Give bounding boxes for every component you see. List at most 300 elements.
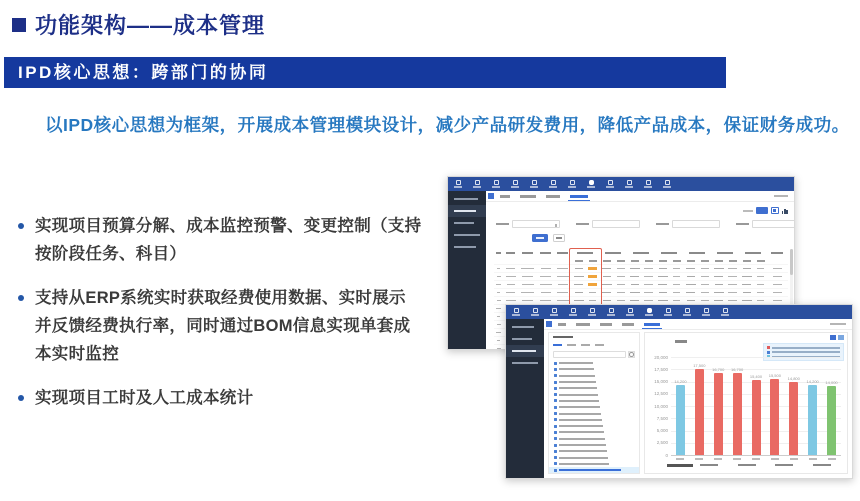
tree-node-icon: [554, 418, 557, 421]
table-cell: [698, 273, 711, 280]
tree-item-label: [559, 450, 607, 452]
cell-value: [602, 268, 611, 270]
project-tree-panel: [548, 332, 640, 474]
x-group-label: [738, 464, 756, 466]
table-cell: [739, 265, 754, 272]
cell-value: [497, 316, 500, 318]
sub-column-header-text: [701, 260, 709, 262]
tree-item-label: [559, 394, 598, 396]
table-cell: [537, 257, 554, 264]
app-nav-icon: [608, 180, 613, 185]
x-group-label: [700, 464, 718, 466]
app-nav-item[interactable]: [531, 308, 539, 316]
table-cell: [494, 329, 503, 336]
app-nav-item[interactable]: [530, 180, 538, 188]
cell-value: [497, 268, 500, 270]
table-cell: [683, 281, 698, 288]
table-cell: [554, 249, 571, 257]
cell-value: [701, 292, 709, 294]
table-cell: [711, 249, 739, 257]
cell-value: [714, 276, 723, 278]
cell-value: [742, 276, 752, 278]
table-cell: [726, 289, 739, 296]
cell-value: [701, 268, 709, 270]
chart-bar: [827, 386, 836, 455]
app-nav-label: [568, 186, 576, 188]
cell-value: [757, 276, 764, 278]
cell-value: [773, 268, 782, 270]
filter-input[interactable]: [592, 220, 640, 228]
chart-type-icon[interactable]: [830, 335, 836, 340]
table-cell: [494, 321, 503, 328]
column-header-text: [540, 252, 550, 254]
chart-panel: [644, 332, 848, 474]
table-cell: [614, 297, 627, 304]
y-tick-label: 0: [665, 452, 668, 458]
cell-value: [686, 284, 696, 286]
table-cell: [494, 257, 503, 264]
table-cell: [754, 289, 767, 296]
cell-value: [658, 300, 668, 302]
table-cell: [670, 265, 683, 272]
filter-input[interactable]: [752, 220, 794, 228]
table-cell: [726, 273, 739, 280]
table-cell: [518, 249, 537, 257]
bar-value-label: 15,400: [749, 373, 763, 379]
cell-value: [588, 267, 597, 269]
cell-value: [658, 276, 668, 278]
cell-value: [617, 292, 625, 294]
table-cell: [711, 289, 726, 296]
table-cell: [726, 265, 739, 272]
cell-value: [575, 292, 583, 294]
app-nav-item[interactable]: [550, 308, 558, 316]
table-cell: [683, 273, 698, 280]
table-cell: [518, 281, 537, 288]
app-sidebar: [448, 191, 486, 349]
table-cell: [494, 305, 503, 312]
bar-value-label: 16,700: [712, 367, 725, 373]
sidebar-item[interactable]: [448, 205, 486, 217]
x-group-label: [813, 464, 831, 466]
filter-label: [736, 223, 749, 226]
search-button[interactable]: [532, 234, 548, 242]
table-cell: [571, 273, 586, 280]
tab-item[interactable]: [520, 195, 536, 198]
app-nav-label: [530, 186, 538, 188]
table-cell: [698, 257, 711, 264]
app-nav-icon: [647, 308, 652, 313]
main-area: [548, 332, 848, 474]
collapse-button[interactable]: [488, 193, 494, 199]
cell-value: [757, 284, 764, 286]
app-nav-item[interactable]: [606, 180, 614, 188]
tree-item-label: [559, 469, 621, 471]
sidebar-item[interactable]: [448, 217, 486, 229]
tab-item[interactable]: [644, 323, 660, 326]
tree-node-icon: [554, 437, 557, 440]
filter-input[interactable]: [512, 220, 560, 228]
table-cell: [767, 289, 787, 296]
tree-item-label: [559, 438, 605, 440]
sidebar-item-label: [454, 246, 476, 249]
tree-node-icon: [554, 374, 557, 377]
column-header-text: [506, 252, 515, 254]
app-nav-icon: [723, 308, 728, 313]
cell-value: [522, 284, 534, 286]
table-row: [494, 264, 788, 272]
sub-column-header-text: [757, 260, 765, 262]
cell-value: [630, 292, 640, 294]
cell-value: [575, 268, 583, 270]
bullet-list: [14, 212, 422, 428]
cell-value: [673, 292, 680, 294]
table-cell: [537, 289, 554, 296]
table-cell: [754, 281, 767, 288]
app-nav-item[interactable]: [626, 308, 634, 316]
app-nav-item[interactable]: [721, 308, 729, 316]
column-group-header-text: [633, 252, 649, 254]
y-tick-label: 5,000: [656, 428, 668, 433]
filter-group: [656, 220, 720, 228]
chart-bar: [789, 382, 798, 455]
tree-search-input[interactable]: [553, 351, 626, 358]
table-cell: [754, 257, 767, 264]
app-nav-icon: [627, 180, 632, 185]
cell-value: [588, 283, 597, 285]
cell-value: [617, 276, 625, 278]
table-cell: [655, 281, 670, 288]
x-tick-label: [771, 458, 779, 460]
table-cell: [518, 289, 537, 296]
table-row: [494, 257, 788, 264]
app-nav-item[interactable]: [702, 308, 710, 316]
app-nav-item[interactable]: [568, 180, 576, 188]
collapse-button[interactable]: [546, 321, 552, 327]
app-body: [506, 319, 852, 478]
table-cell: [627, 297, 642, 304]
cell-value: [757, 292, 764, 294]
app-nav-label: [587, 186, 595, 188]
table-cell: [642, 257, 655, 264]
cell-value: [701, 300, 709, 302]
table-cell: [711, 257, 726, 264]
table-cell: [642, 297, 655, 304]
table-cell: [754, 273, 767, 280]
y-tick-label: 15,000: [654, 379, 668, 384]
table-cell: [670, 289, 683, 296]
chart-bar: [695, 369, 704, 455]
app-nav-icon: [551, 180, 556, 185]
table-cell: [767, 297, 787, 304]
column-header-text: [496, 252, 501, 254]
app-nav-item[interactable]: [587, 180, 595, 188]
bar-value-label: 15,500: [768, 373, 781, 379]
column-group-header-text: [689, 252, 705, 254]
bar-value-label: 14,000: [825, 380, 838, 386]
tab-item[interactable]: [600, 323, 612, 326]
app-nav-item[interactable]: [644, 180, 652, 188]
cell-value: [686, 292, 695, 294]
tree-search-button[interactable]: [628, 351, 635, 358]
app-nav-item[interactable]: [607, 308, 615, 316]
cell-value: [773, 300, 782, 302]
sub-column-header-text: [589, 260, 597, 262]
bar-value-label: 14,200: [806, 379, 819, 385]
tree-tab[interactable]: [581, 344, 590, 346]
app-nav-item[interactable]: [625, 180, 633, 188]
app-nav-label: [664, 314, 672, 316]
cell-value: [497, 292, 500, 294]
cell-value: [506, 292, 515, 294]
sidebar-item[interactable]: [506, 333, 544, 345]
cell-value: [773, 284, 782, 286]
bar-value-label: 14,800: [787, 376, 800, 382]
app-nav-label: [663, 186, 671, 188]
table-cell: [767, 257, 787, 264]
table-cell: [537, 249, 554, 257]
app-nav-icon: [494, 180, 499, 185]
tree-item-label: [559, 431, 604, 433]
table-cell: [698, 289, 711, 296]
table-cell: [494, 281, 503, 288]
table-cell: [642, 281, 655, 288]
app-nav-label: [511, 186, 519, 188]
column-group-header-text: [745, 252, 761, 254]
tab-bar: [544, 319, 852, 330]
app-nav-label: [473, 186, 481, 188]
legend-row: [767, 351, 840, 354]
tab-item[interactable]: [576, 323, 590, 326]
app-nav-label: [454, 186, 462, 188]
app-nav-item[interactable]: [511, 180, 519, 188]
cell-value: [588, 275, 597, 277]
app-nav-item[interactable]: [549, 180, 557, 188]
tab-item[interactable]: [622, 323, 634, 326]
bar-value-label: 16,700: [730, 367, 744, 373]
table-cell: [683, 265, 698, 272]
table-cell: [586, 257, 599, 264]
tab-bar: [486, 191, 794, 202]
table-cell: [655, 297, 670, 304]
tree-node-icon: [554, 393, 557, 396]
bullet-item: 实现项目预算分解、成本监控预警、变更控制（支持按阶段任务、科目）: [14, 212, 422, 268]
sidebar-item[interactable]: [448, 193, 486, 205]
sidebar-item[interactable]: [506, 357, 544, 369]
app-nav-label: [683, 314, 691, 316]
table-cell: [627, 273, 642, 280]
scrollbar-thumb[interactable]: [790, 249, 793, 275]
tree-node-icon: [554, 462, 557, 465]
table-cell: [586, 289, 599, 296]
app-nav-label: [606, 186, 614, 188]
sidebar-item[interactable]: [506, 345, 544, 357]
unit-label: [675, 340, 687, 343]
tree-node-icon: [554, 381, 557, 384]
cell-value: [630, 300, 639, 302]
table-cell: [537, 281, 554, 288]
app-nav-item[interactable]: [663, 180, 671, 188]
tree-node-icon: [554, 362, 557, 365]
table-cell: [627, 249, 655, 257]
cell-value: [742, 300, 752, 302]
table-row: [494, 280, 788, 288]
filter-label: [576, 223, 589, 226]
cell-value: [773, 276, 782, 278]
cell-value: [644, 268, 653, 270]
cell-value: [540, 276, 551, 278]
tree-tab[interactable]: [595, 344, 604, 346]
table-cell: [537, 297, 554, 304]
x-group-label: [667, 464, 693, 467]
table-cell: [739, 249, 767, 257]
table-cell: [711, 265, 726, 272]
sidebar-item-label: [512, 350, 536, 353]
table-cell: [670, 297, 683, 304]
table-cell: [711, 297, 726, 304]
filter-buttons: [532, 234, 565, 242]
cell-value: [602, 292, 611, 294]
app-nav-item[interactable]: [569, 308, 577, 316]
table-cell: [586, 265, 599, 272]
table-cell: [614, 257, 627, 264]
cell-value: [644, 292, 653, 294]
tree-node-icon: [554, 469, 557, 472]
tab-bar-right-text: [830, 323, 846, 325]
tab-item[interactable]: [570, 195, 588, 198]
tree-node-icon: [554, 431, 557, 434]
legend-row: [767, 346, 840, 349]
table-view-icon[interactable]: [838, 335, 844, 340]
table-cell: [586, 297, 599, 304]
cell-value: [630, 276, 639, 278]
legend-label: [772, 347, 840, 349]
app-nav-icon: [456, 180, 461, 185]
chart-legend: [763, 343, 844, 361]
x-tick-label: [809, 458, 817, 460]
table-cell: [503, 249, 518, 257]
page-title-text: 功能架构——成本管理: [35, 13, 266, 38]
sidebar-item[interactable]: [506, 321, 544, 333]
tree-item-label: [559, 419, 602, 421]
app-nav-icon: [646, 180, 651, 185]
app-nav-item[interactable]: [492, 180, 500, 188]
cell-value: [497, 348, 501, 349]
table-cell: [571, 297, 586, 304]
app-nav-label: [644, 186, 652, 188]
table-cell: [571, 249, 599, 257]
table-cell: [503, 297, 518, 304]
reset-button-label: [556, 237, 562, 239]
search-icon: [629, 352, 634, 357]
tree-item-label: [559, 444, 606, 446]
table-cell: [503, 257, 518, 264]
table-cell: [571, 257, 586, 264]
sidebar-item[interactable]: [448, 229, 486, 241]
app-nav-item[interactable]: [588, 308, 596, 316]
legend-marker: [767, 351, 770, 354]
table-cell: [614, 289, 627, 296]
sidebar-item[interactable]: [448, 241, 486, 253]
export-chart-icon[interactable]: [782, 208, 788, 214]
app-nav-icon: [589, 180, 594, 185]
table-cell: [586, 273, 599, 280]
sidebar-item-label: [512, 338, 532, 341]
table-cell: [711, 273, 726, 280]
tree-tab[interactable]: [567, 344, 576, 346]
cell-value: [728, 268, 737, 270]
tree-item-label: [559, 387, 597, 389]
cell-value: [507, 284, 515, 286]
tree-item[interactable]: [549, 467, 639, 473]
column-group-header-text: [661, 252, 677, 254]
tab-item[interactable]: [558, 323, 566, 326]
app-nav-item[interactable]: [512, 308, 520, 316]
cell-value: [644, 284, 653, 286]
cell-value: [687, 276, 695, 278]
app-sidebar: [506, 319, 544, 478]
table-cell: [683, 297, 698, 304]
cell-value: [630, 268, 640, 270]
app-nav-item[interactable]: [683, 308, 691, 316]
cell-value: [589, 292, 596, 294]
cell-value: [659, 268, 667, 270]
app-nav-item[interactable]: [645, 308, 653, 316]
table-row: [494, 288, 788, 296]
cell-value: [557, 292, 568, 294]
tab-item[interactable]: [500, 195, 510, 198]
sub-column-header-text: [631, 260, 639, 262]
tree-tab[interactable]: [553, 344, 562, 346]
app-nav-item[interactable]: [664, 308, 672, 316]
cell-value: [497, 300, 501, 302]
column-header-text: [522, 252, 533, 254]
legend-marker: [767, 346, 770, 349]
column-group-header-text: [605, 252, 621, 254]
filter-input[interactable]: [672, 220, 720, 228]
y-tick-label: 20,000: [654, 354, 668, 360]
cell-value: [557, 276, 569, 278]
cell-value: [757, 300, 764, 302]
cell-value: [506, 268, 515, 270]
app-nav-item[interactable]: [473, 180, 481, 188]
y-tick-label: 2,500: [656, 440, 668, 446]
app-nav-label: [625, 186, 633, 188]
sub-column-header-text: [673, 260, 681, 262]
cell-value: [631, 284, 639, 286]
table-cell: [739, 257, 754, 264]
chart-bar: [752, 380, 761, 455]
table-cell: [494, 289, 503, 296]
app-nav-icon: [571, 308, 576, 313]
tab-item[interactable]: [546, 195, 560, 198]
app-nav-label: [569, 314, 577, 316]
table-cell: [642, 273, 655, 280]
app-nav-icon: [590, 308, 595, 313]
column-header-text: [771, 252, 783, 254]
reset-button[interactable]: [553, 234, 565, 242]
x-tick-label: [695, 458, 703, 460]
filter-group: [736, 220, 794, 228]
app-nav-item[interactable]: [454, 180, 462, 188]
sub-column-header-text: [715, 260, 723, 262]
chart-icon-bar: [782, 211, 784, 214]
tree-header: [549, 333, 639, 341]
outlined-toolbar-button[interactable]: [771, 207, 779, 214]
primary-toolbar-button[interactable]: [756, 207, 768, 214]
tree-node-icon: [554, 412, 557, 415]
table-cell: [599, 249, 627, 257]
